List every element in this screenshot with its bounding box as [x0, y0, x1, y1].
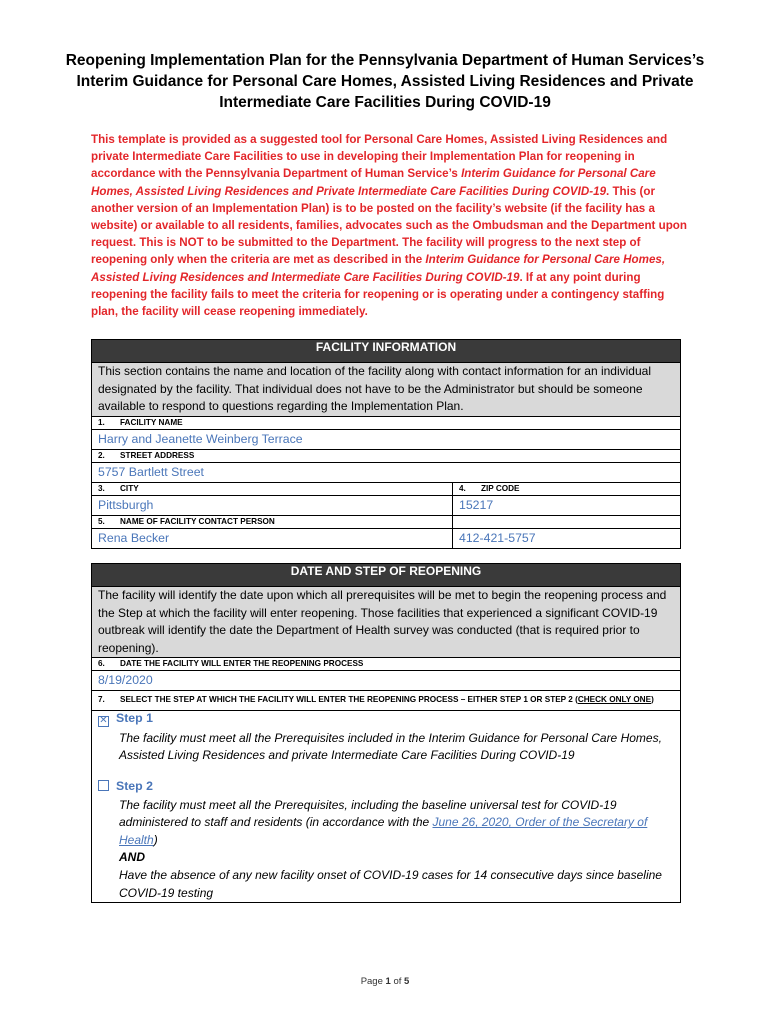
intro-guidance-title-1: Interim Guidance for Personal Care Homes, Assisted Living Residences and Private Intermediate Care Facilities During COVID-19 [91, 167, 656, 198]
step-options [92, 710, 681, 903]
facility-section-description: This section contains the name and location of the facility along with contact information for an individual designated by the facility. That individual does not have to be the Administrator but should be someone available to respond to questions regarding the Implementation Plan. [92, 363, 681, 417]
intro-guidance-title-2: Interim Guidance for Personal Care Homes, Assisted Living Residences and Intermediate Care Facilities During COVID-19 [91, 253, 666, 284]
page-number: 1 [385, 976, 391, 987]
street-address-field[interactable]: 5757 Bartlett Street [92, 462, 681, 482]
field-number: 2. [98, 450, 105, 460]
step-select-label: 7. SELECT THE STEP AT WHICH THE FACILITY WILL ENTER THE REOPENING PROCESS – EITHER STEP 1 OR STEP 2 (CHECK ONLY ONE) [92, 691, 681, 711]
city-label: 3. CITY [92, 482, 453, 495]
facility-information-table [91, 339, 681, 549]
step-1-description: The facility must meet all the Prerequisites included in the Interim Guidance for Personal Care Homes, Assisted Living Residences and private Intermediate Care Facilities During COVID-19 [119, 730, 662, 763]
step-2-label: Step 2 [116, 778, 153, 793]
street-address-label: 2. STREET ADDRESS [92, 449, 681, 462]
step-2-option[interactable] [98, 779, 674, 793]
step-2-checkbox[interactable] [98, 780, 109, 791]
reopening-date-label: 6. DATE THE FACILITY WILL ENTER THE REOPENING PROCESS [92, 658, 681, 671]
step-1-option[interactable] [98, 711, 674, 726]
reopening-section-description: The facility will identify the date upon which all prerequisites will be met to begin the reopening process and the Step at which the facility will enter reopening. Those facilities that experienced a significant COVID-19 outbreak will identify the date the Department of Health survey was conducted (that is required prior to reopening). [92, 587, 681, 658]
contact-phone-label [453, 515, 681, 528]
facility-name-field[interactable]: Harry and Jeanette Weinberg Terrace [92, 429, 681, 449]
document-title: Reopening Implementation Plan for the Pennsylvania Department of Human Services’s Interim Guidance for Personal Care Homes, Assisted Living Residences and Private Intermediate Care Facilities During COVID-19 [65, 52, 705, 111]
intro-text-2: . This (or another version of an Implementation Plan) is to be posted on the facility’s website (if the facility has a website) or available to all residents, families, advocates such as the Ombudsman and the Department upon request. This is NOT to be submitted to the Department. The facility will progress to the next step of reopening only when the criteria are met as described in the [91, 184, 687, 267]
contact-person-label: 5. NAME OF FACILITY CONTACT PERSON [92, 515, 453, 528]
facility-name-label: 1. FACILITY NAME [92, 416, 681, 429]
facility-section-header: FACILITY INFORMATION [92, 340, 681, 363]
reopening-table [91, 563, 681, 903]
step-2-description: The facility must meet all the Prerequisites, including the baseline universal test for COVID-19 administered to staff and residents (in accordance with the June 26, 2020, Order of the Secretary of Health) AND Have the absence of any new facility onset of COVID-19 cases for 14 consecutive days since baseline COVID-19 testing [119, 797, 662, 900]
field-number: 7. [98, 695, 105, 704]
city-field[interactable]: Pittsburgh [92, 495, 453, 515]
intro-text-1: This template is provided as a suggested tool for Personal Care Homes, Assisted Living Residences and private Intermediate Care Facilities to use in developing their Implementation Plan for reopening in accordance with the Pennsylvania Department of Human Service’s [91, 133, 668, 181]
contact-person-field[interactable]: Rena Becker [92, 528, 453, 548]
zip-code-label: 4. ZIP CODE [453, 482, 681, 495]
page-footer: Page 1 of 5 [360, 976, 410, 987]
field-number: 3. [98, 483, 105, 493]
and-connector: AND [119, 850, 145, 865]
field-number: 6. [98, 659, 105, 668]
field-number: 5. [98, 516, 105, 526]
intro-text-3: . If at any point during reopening the facility fails to meet the criteria for reopening or is operating under a contingency staffing plan, the facility will cease reopening immediately. [91, 270, 665, 319]
step-1-checkbox[interactable]: ✕ [99, 714, 108, 726]
field-number: 4. [459, 483, 466, 493]
step-1-label: Step 1 [116, 710, 153, 725]
page-total: 5 [404, 976, 410, 987]
contact-phone-field[interactable]: 412-421-5757 [453, 528, 681, 548]
order-of-secretary-link[interactable]: June 26, 2020, Order of the Secretary of Health [119, 815, 648, 847]
zip-code-field[interactable]: 15217 [453, 495, 681, 515]
field-number: 1. [98, 417, 105, 427]
intro-instructions [91, 131, 691, 320]
reopening-section-header: DATE AND STEP OF REOPENING [92, 564, 681, 587]
reopening-date-field[interactable]: 8/19/2020 [92, 671, 681, 691]
